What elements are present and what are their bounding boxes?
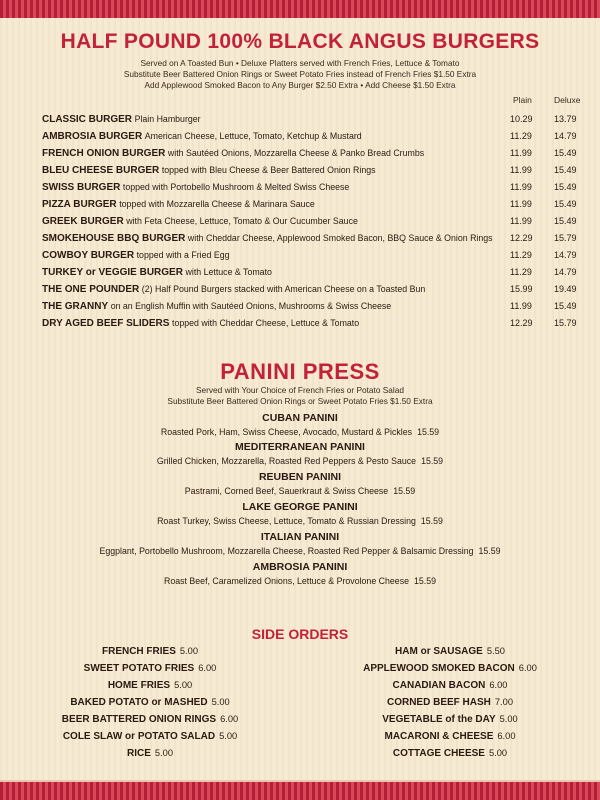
price-plain: 11.99 <box>510 148 532 158</box>
burgers-note: Served on A Toasted Bun • Deluxe Platters served with French Fries, Lettuce & Tomato <box>140 58 460 68</box>
panini-name: CUBAN PANINI <box>262 412 338 424</box>
side-price: 6.00 <box>489 680 508 690</box>
burger-name: SMOKEHOUSE BBQ BURGER <box>42 233 186 244</box>
burger-item <box>42 213 582 229</box>
burgers-note: Substitute Beer Battered Onion Rings or Sweet Potato Fries instead of French Fries $1.50 Extra <box>123 69 477 79</box>
panini-price: 15.59 <box>393 486 416 496</box>
burger-item <box>42 298 582 314</box>
panini-description <box>0 427 600 437</box>
panini-name: LAKE GEORGE PANINI <box>242 501 358 513</box>
panini-section-title: PANINI PRESS <box>220 359 380 384</box>
side-price: 5.00 <box>179 646 198 656</box>
price-plain: 12.29 <box>510 318 533 328</box>
side-item <box>300 714 600 725</box>
burger-description: on an English Muffin with Sautéed Onions, Mushrooms & Swiss Cheese <box>110 301 392 311</box>
price-deluxe: 13.79 <box>554 114 577 124</box>
panini-description <box>0 516 600 526</box>
side-price: 5.00 <box>219 731 238 741</box>
bottom-stripe-border <box>0 780 600 800</box>
panini-price: 15.59 <box>421 456 444 466</box>
side-item <box>300 680 600 691</box>
side-name: COTTAGE CHEESE <box>392 748 485 759</box>
side-name: HOME FRIES <box>107 680 171 691</box>
panini-desc-text: Roasted Pork, Ham, Swiss Cheese, Avocado, Mustard & Pickles <box>160 427 413 437</box>
side-name: APPLEWOOD SMOKED BACON <box>363 663 515 674</box>
panini-price: 15.59 <box>413 576 436 586</box>
panini-description <box>0 576 600 586</box>
burger-description: topped with Cheddar Cheese, Lettuce & Tomato <box>172 318 360 328</box>
panini-note: Substitute Beer Battered Onion Rings or Sweet Potato Fries $1.50 Extra <box>167 396 433 406</box>
price-deluxe: 15.79 <box>554 318 577 328</box>
price-plain: 12.29 <box>510 233 533 243</box>
burger-item <box>42 230 582 246</box>
burger-name: DRY AGED BEEF SLIDERS <box>42 318 170 329</box>
burger-description: topped with a Fried Egg <box>136 250 230 260</box>
price-deluxe: 15.49 <box>554 301 577 311</box>
side-item <box>0 646 300 657</box>
price-plain: 11.99 <box>510 165 532 175</box>
side-item <box>0 680 300 691</box>
price-deluxe: 15.79 <box>554 233 577 243</box>
burger-item <box>42 179 582 195</box>
side-price: 7.00 <box>494 697 513 707</box>
column-header-deluxe: Deluxe <box>554 95 581 105</box>
side-item <box>300 663 600 674</box>
side-price: 5.00 <box>211 697 230 707</box>
burger-description: Plain Hamburger <box>134 114 201 124</box>
side-name: BEER BATTERED ONION RINGS <box>61 714 217 725</box>
burger-name: TURKEY or VEGGIE BURGER <box>42 267 183 278</box>
panini-price: 15.59 <box>420 516 443 526</box>
burger-description: American Cheese, Lettuce, Tomato, Ketchup & Mustard <box>144 131 362 141</box>
side-item <box>300 731 600 742</box>
panini-price: 15.59 <box>478 546 501 556</box>
price-deluxe: 15.49 <box>554 216 577 226</box>
side-name: HAM or SAUSAGE <box>395 646 483 657</box>
burger-name: SWISS BURGER <box>42 182 121 193</box>
burger-description: with Sautéed Onions, Mozzarella Cheese & Panko Bread Crumbs <box>167 148 425 158</box>
side-name: SWEET POTATO FRIES <box>83 663 195 674</box>
burger-description: with Feta Cheese, Lettuce, Tomato & Our Cucumber Sauce <box>126 216 358 226</box>
burger-item <box>42 281 582 297</box>
price-plain: 11.99 <box>510 182 532 192</box>
burger-item <box>42 247 582 263</box>
side-item <box>300 646 600 657</box>
panini-price: 15.59 <box>417 427 440 437</box>
panini-description <box>0 456 600 466</box>
burgers-section-title: HALF POUND 100% BLACK ANGUS BURGERS <box>60 30 540 53</box>
burger-name: THE GRANNY <box>42 301 109 312</box>
panini-name: MEDITERRANEAN PANINI <box>235 441 365 453</box>
price-plain: 11.29 <box>510 250 532 260</box>
burger-item <box>42 145 582 161</box>
top-stripe-border <box>0 0 600 18</box>
side-item <box>0 714 300 725</box>
burger-item <box>42 128 582 144</box>
side-price: 5.00 <box>154 748 173 758</box>
price-deluxe: 19.49 <box>554 284 577 294</box>
burger-description: (2) Half Pound Burgers stacked with American Cheese on a Toasted Bun <box>141 284 426 294</box>
side-name: COLE SLAW or POTATO SALAD <box>62 731 216 742</box>
panini-name: ITALIAN PANINI <box>260 531 340 543</box>
side-price: 5.50 <box>486 646 505 656</box>
price-deluxe: 15.49 <box>554 148 577 158</box>
panini-desc-text: Eggplant, Portobello Mushroom, Mozzarella Cheese, Roasted Red Pepper & Balsamic Dressing <box>99 546 474 556</box>
price-deluxe: 15.49 <box>554 199 577 209</box>
side-item <box>0 663 300 674</box>
price-deluxe: 15.49 <box>554 182 577 192</box>
burger-name: AMBROSIA BURGER <box>42 131 143 142</box>
burger-name: PIZZA BURGER <box>42 199 117 210</box>
side-item <box>300 748 600 759</box>
panini-name: AMBROSIA PANINI <box>252 561 348 573</box>
price-plain: 11.99 <box>510 199 532 209</box>
side-price: 6.00 <box>220 714 239 724</box>
price-deluxe: 14.79 <box>554 267 577 277</box>
side-item <box>0 731 300 742</box>
price-plain: 11.29 <box>510 131 532 141</box>
burger-description: with Cheddar Cheese, Applewood Smoked Bacon, BBQ Sauce & Onion Rings <box>187 233 493 243</box>
side-name: FRENCH FRIES <box>101 646 176 657</box>
panini-description <box>0 486 600 496</box>
burger-name: GREEK BURGER <box>42 216 124 227</box>
burger-name: CLASSIC BURGER <box>42 114 133 125</box>
price-plain: 10.29 <box>510 114 533 124</box>
price-plain: 11.29 <box>510 267 532 277</box>
side-item <box>300 697 600 708</box>
burger-name: COWBOY BURGER <box>42 250 135 261</box>
side-name: MACARONI & CHEESE <box>384 731 494 742</box>
panini-note: Served with Your Choice of French Fries or Potato Salad <box>196 385 404 395</box>
side-name: VEGETABLE of the DAY <box>382 714 496 725</box>
column-header-plain: Plain <box>513 95 532 105</box>
burger-name: THE ONE POUNDER <box>42 284 140 295</box>
burgers-note: Add Applewood Smoked Bacon to Any Burger $2.50 Extra • Add Cheese $1.50 Extra <box>144 80 456 90</box>
panini-desc-text: Grilled Chicken, Mozzarella, Roasted Red Peppers & Pesto Sauce <box>156 456 417 466</box>
burger-item <box>42 162 582 178</box>
burger-name: BLEU CHEESE BURGER <box>42 165 160 176</box>
side-price: 5.00 <box>174 680 193 690</box>
panini-desc-text: Roast Beef, Caramelized Onions, Lettuce & Provolone Cheese <box>164 576 409 586</box>
panini-desc-text: Pastrami, Corned Beef, Sauerkraut & Swiss Cheese <box>184 486 389 496</box>
side-name: CORNED BEEF HASH <box>386 697 491 708</box>
price-deluxe: 15.49 <box>554 165 577 175</box>
burger-name: FRENCH ONION BURGER <box>42 148 166 159</box>
burger-item <box>42 315 582 331</box>
side-item <box>0 697 300 708</box>
side-price: 6.00 <box>518 663 537 673</box>
panini-description <box>0 546 600 556</box>
price-plain: 11.99 <box>510 216 532 226</box>
burger-description: topped with Mozzarella Cheese & Marinara Sauce <box>119 199 315 209</box>
side-name: CANADIAN BACON <box>392 680 486 691</box>
price-plain: 15.99 <box>510 284 533 294</box>
side-name: BAKED POTATO or MASHED <box>70 697 208 708</box>
sides-section-title: SIDE ORDERS <box>251 626 349 642</box>
side-price: 5.00 <box>488 748 508 758</box>
burger-item <box>42 111 582 127</box>
side-price: 6.00 <box>497 731 516 741</box>
side-price: 5.00 <box>499 714 518 724</box>
burger-description: with Lettuce & Tomato <box>185 267 272 277</box>
price-plain: 11.99 <box>510 301 532 311</box>
side-price: 6.00 <box>198 663 217 673</box>
price-deluxe: 14.79 <box>554 131 577 141</box>
burger-item <box>42 196 582 212</box>
side-name: RICE <box>126 748 151 759</box>
burger-item <box>42 264 582 280</box>
price-deluxe: 14.79 <box>554 250 577 260</box>
panini-desc-text: Roast Turkey, Swiss Cheese, Lettuce, Tomato & Russian Dressing <box>157 516 416 526</box>
burger-description: topped with Portobello Mushroom & Melted Swiss Cheese <box>122 182 350 192</box>
side-item <box>0 748 300 759</box>
panini-name: REUBEN PANINI <box>258 471 342 483</box>
burger-description: topped with Bleu Cheese & Beer Battered Onion Rings <box>161 165 376 175</box>
